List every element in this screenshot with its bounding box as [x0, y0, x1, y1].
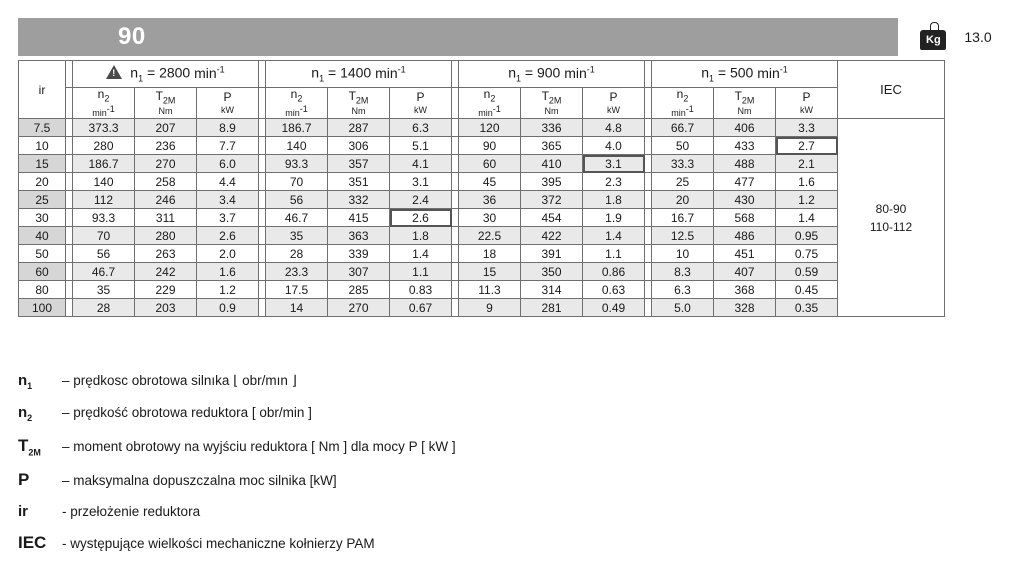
legend-symbol: ir [18, 503, 29, 521]
cell-20-g2-c1: 70 [266, 173, 328, 191]
cell-60-g2-c1: 23.3 [266, 263, 328, 281]
cell-25-g2-c2: 332 [328, 191, 390, 209]
column-separator [645, 299, 652, 317]
legend-item-6 [18, 533, 918, 553]
table-row [19, 155, 945, 173]
cell-80-g4-c3: 0.45 [776, 281, 838, 299]
column-separator [66, 155, 73, 173]
ir-value: 25 [19, 191, 66, 209]
cell-50-g3-c2: 391 [521, 245, 583, 263]
ir-value: 7.5 [19, 119, 66, 137]
cell-15-g1-c1: 186.7 [73, 155, 135, 173]
cell-60-g1-c2: 242 [135, 263, 197, 281]
col-header-3-2: $T_{2M}$ Nm [521, 88, 583, 119]
cell-80-g3-c3: 0.63 [583, 281, 645, 299]
column-separator [452, 88, 459, 119]
column-separator [645, 281, 652, 299]
cell-25-g3-c2: 372 [521, 191, 583, 209]
legend-item-5 [18, 503, 918, 520]
group-header-4: $n_1 = 500$ $\min^{-1}$ [652, 61, 838, 88]
cell-60-g2-c3: 1.1 [390, 263, 452, 281]
cell-60-g3-c3: 0.86 [583, 263, 645, 281]
weight-value: 13.0 [964, 29, 992, 45]
cell-40-g1-c2: 280 [135, 227, 197, 245]
legend-block [18, 372, 918, 566]
cell-15-g2-c3: 4.1 [390, 155, 452, 173]
cell-40-g2-c1: 35 [266, 227, 328, 245]
legend-item-2 [18, 404, 918, 423]
column-separator [259, 173, 266, 191]
cell-15-g4-c2: 488 [714, 155, 776, 173]
cell-7.5-g4-c2: 406 [714, 119, 776, 137]
legend-description: – prędkosc obrotowa silnıka ⌊ obr/mın ⌋ [62, 373, 297, 388]
cell-30-g2-c3: 2.6 [390, 209, 452, 227]
cell-7.5-g1-c1: 373.3 [73, 119, 135, 137]
cell-40-g2-c2: 363 [328, 227, 390, 245]
cell-10-g1-c2: 236 [135, 137, 197, 155]
cell-40-g4-c1: 12.5 [652, 227, 714, 245]
ir-value: 40 [19, 227, 66, 245]
size-title-bar [18, 18, 898, 56]
legend-description: – maksymalna dopuszczalna moc silnika [kW] [62, 473, 337, 489]
cell-20-g2-c2: 351 [328, 173, 390, 191]
header-row [18, 18, 1014, 56]
cell-40-g4-c2: 486 [714, 227, 776, 245]
column-separator [452, 173, 459, 191]
cell-20-g1-c3: 4.4 [197, 173, 259, 191]
table-row [19, 263, 945, 281]
cell-40-g3-c1: 22.5 [459, 227, 521, 245]
col-header-4-1: $n_2$ min-1 [652, 88, 714, 119]
cell-10-g1-c3: 7.7 [197, 137, 259, 155]
table-row [19, 281, 945, 299]
column-separator [452, 119, 459, 137]
group-header-row [19, 61, 945, 88]
cell-50-g4-c2: 451 [714, 245, 776, 263]
column-separator [259, 299, 266, 317]
table-row [19, 209, 945, 227]
col-header-2-2: $T_{2M}$ Nm [328, 88, 390, 119]
cell-40-g3-c3: 1.4 [583, 227, 645, 245]
column-separator [259, 191, 266, 209]
cell-10-g3-c3: 4.0 [583, 137, 645, 155]
cell-50-g3-c1: 18 [459, 245, 521, 263]
cell-40-g4-c3: 0.95 [776, 227, 838, 245]
cell-10-g3-c2: 365 [521, 137, 583, 155]
cell-7.5-g2-c2: 287 [328, 119, 390, 137]
column-separator [452, 61, 459, 88]
cell-40-g1-c1: 70 [73, 227, 135, 245]
cell-7.5-g1-c2: 207 [135, 119, 197, 137]
gearbox-spec-table [18, 60, 945, 317]
column-separator [452, 245, 459, 263]
cell-50-g2-c2: 339 [328, 245, 390, 263]
cell-60-g1-c3: 1.6 [197, 263, 259, 281]
column-separator [66, 88, 73, 119]
cell-7.5-g3-c3: 4.8 [583, 119, 645, 137]
column-separator [259, 137, 266, 155]
column-separator [259, 88, 266, 119]
cell-7.5-g4-c1: 66.7 [652, 119, 714, 137]
cell-7.5-g3-c1: 120 [459, 119, 521, 137]
column-separator [66, 119, 73, 137]
cell-15-g1-c3: 6.0 [197, 155, 259, 173]
cell-50-g1-c2: 263 [135, 245, 197, 263]
column-separator [452, 281, 459, 299]
cell-100-g2-c1: 14 [266, 299, 328, 317]
weight-kg-icon [920, 22, 946, 52]
column-separator [645, 119, 652, 137]
column-separator [259, 245, 266, 263]
cell-10-g2-c3: 5.1 [390, 137, 452, 155]
col-header-2-3: P kW [390, 88, 452, 119]
cell-100-g4-c2: 328 [714, 299, 776, 317]
cell-80-g1-c3: 1.2 [197, 281, 259, 299]
cell-10-g4-c1: 50 [652, 137, 714, 155]
cell-60-g4-c1: 8.3 [652, 263, 714, 281]
col-header-2-1: $n_2$ min-1 [266, 88, 328, 119]
cell-60-g3-c2: 350 [521, 263, 583, 281]
cell-25-g4-c2: 430 [714, 191, 776, 209]
cell-15-g3-c3: 3.1 [583, 155, 645, 173]
cell-30-g4-c1: 16.7 [652, 209, 714, 227]
column-separator [452, 137, 459, 155]
cell-20-g3-c3: 2.3 [583, 173, 645, 191]
cell-100-g2-c2: 270 [328, 299, 390, 317]
legend-item-1 [18, 372, 918, 391]
ir-header: ir [19, 61, 66, 119]
cell-100-g1-c2: 203 [135, 299, 197, 317]
cell-20-g2-c3: 3.1 [390, 173, 452, 191]
cell-25-g4-c1: 20 [652, 191, 714, 209]
ir-value: 100 [19, 299, 66, 317]
column-separator [66, 245, 73, 263]
column-separator [645, 245, 652, 263]
column-separator [259, 209, 266, 227]
table-row [19, 245, 945, 263]
cell-25-g4-c3: 1.2 [776, 191, 838, 209]
cell-25-g2-c3: 2.4 [390, 191, 452, 209]
cell-30-g3-c2: 454 [521, 209, 583, 227]
iec-header: IEC [838, 61, 945, 119]
cell-15-g1-c2: 270 [135, 155, 197, 173]
table-row [19, 227, 945, 245]
cell-30-g4-c2: 568 [714, 209, 776, 227]
cell-60-g2-c2: 307 [328, 263, 390, 281]
cell-60-g1-c1: 46.7 [73, 263, 135, 281]
cell-80-g4-c1: 6.3 [652, 281, 714, 299]
cell-15-g2-c1: 93.3 [266, 155, 328, 173]
column-separator [452, 155, 459, 173]
col-header-3-3: P kW [583, 88, 645, 119]
cell-80-g3-c1: 11.3 [459, 281, 521, 299]
column-separator [645, 61, 652, 88]
weight-kg-icon-label: Kg [920, 30, 946, 50]
ir-value: 15 [19, 155, 66, 173]
column-separator [66, 191, 73, 209]
column-separator [645, 209, 652, 227]
column-separator [452, 209, 459, 227]
cell-10-g1-c1: 280 [73, 137, 135, 155]
legend-description: – moment obrotowy na wyjściu reduktora [ Nm ] dla mocy P [ kW ] [62, 439, 456, 454]
cell-100-g2-c3: 0.67 [390, 299, 452, 317]
cell-30-g1-c1: 93.3 [73, 209, 135, 227]
column-separator [66, 173, 73, 191]
table-row [19, 191, 945, 209]
legend-symbol: P [18, 470, 30, 490]
col-header-3-1: $n_2$ min-1 [459, 88, 521, 119]
cell-80-g1-c2: 229 [135, 281, 197, 299]
column-separator [259, 155, 266, 173]
cell-60-g4-c3: 0.59 [776, 263, 838, 281]
cell-15-g3-c1: 60 [459, 155, 521, 173]
cell-25-g1-c2: 246 [135, 191, 197, 209]
column-separator [259, 227, 266, 245]
weight-box [898, 18, 1014, 56]
column-separator [452, 227, 459, 245]
table-row [19, 137, 945, 155]
column-separator [66, 227, 73, 245]
cell-25-g3-c1: 36 [459, 191, 521, 209]
legend-symbol: $n_2$ [18, 404, 33, 423]
cell-50-g1-c1: 56 [73, 245, 135, 263]
legend-symbol: $n_1$ [18, 372, 33, 391]
cell-30-g3-c3: 1.9 [583, 209, 645, 227]
cell-30-g4-c3: 1.4 [776, 209, 838, 227]
cell-20-g3-c1: 45 [459, 173, 521, 191]
group-header-3: $n_1 = 900$ $\min^{-1}$ [459, 61, 645, 88]
column-header-row [19, 88, 945, 119]
legend-symbol: IEC [18, 533, 47, 553]
cell-25-g1-c3: 3.4 [197, 191, 259, 209]
legend-description: – prędkość obrotowa reduktora [ obr/min ] [62, 405, 312, 420]
cell-80-g3-c2: 314 [521, 281, 583, 299]
column-separator [645, 191, 652, 209]
cell-25-g2-c1: 56 [266, 191, 328, 209]
cell-60-g3-c1: 15 [459, 263, 521, 281]
cell-80-g1-c1: 35 [73, 281, 135, 299]
page-title: 90 [118, 23, 146, 50]
ir-value: 10 [19, 137, 66, 155]
column-separator [452, 263, 459, 281]
cell-50-g2-c3: 1.4 [390, 245, 452, 263]
cell-50-g2-c1: 28 [266, 245, 328, 263]
cell-10-g4-c2: 433 [714, 137, 776, 155]
column-separator [66, 263, 73, 281]
column-separator [645, 137, 652, 155]
column-separator [645, 263, 652, 281]
column-separator [645, 155, 652, 173]
cell-80-g2-c1: 17.5 [266, 281, 328, 299]
column-separator [66, 299, 73, 317]
cell-25-g1-c1: 112 [73, 191, 135, 209]
cell-10-g2-c2: 306 [328, 137, 390, 155]
legend-item-3 [18, 436, 918, 457]
col-header-4-3: P kW [776, 88, 838, 119]
table-row [19, 299, 945, 317]
cell-100-g1-c1: 28 [73, 299, 135, 317]
cell-30-g1-c3: 3.7 [197, 209, 259, 227]
column-separator [259, 61, 266, 88]
column-separator [645, 88, 652, 119]
legend-symbol: $T_{2M}$ [18, 436, 41, 458]
legend-description: - przełożenie reduktora [62, 504, 201, 520]
cell-15-g2-c2: 357 [328, 155, 390, 173]
cell-100-g3-c1: 9 [459, 299, 521, 317]
cell-10-g2-c1: 140 [266, 137, 328, 155]
cell-80-g2-c2: 285 [328, 281, 390, 299]
iec-value: 80-90 [875, 201, 907, 216]
column-separator [452, 299, 459, 317]
cell-20-g1-c2: 258 [135, 173, 197, 191]
cell-50-g1-c3: 2.0 [197, 245, 259, 263]
column-separator [259, 263, 266, 281]
group-header-2: $n_1 = 1400$ $\min^{-1}$ [266, 61, 452, 88]
cell-100-g3-c2: 281 [521, 299, 583, 317]
ir-value: 30 [19, 209, 66, 227]
ir-value: 80 [19, 281, 66, 299]
column-separator [66, 61, 73, 88]
cell-40-g2-c3: 1.8 [390, 227, 452, 245]
cell-20-g4-c2: 477 [714, 173, 776, 191]
col-header-1-2: $T_{2M}$ Nm [135, 88, 197, 119]
group-header-1: $!n_1 = 2800$ $\min^{-1}$ [73, 61, 259, 88]
cell-15-g4-c1: 33.3 [652, 155, 714, 173]
cell-7.5-g2-c1: 186.7 [266, 119, 328, 137]
col-header-1-1: $n_2$ min-1 [73, 88, 135, 119]
cell-60-g4-c2: 407 [714, 263, 776, 281]
column-separator [259, 281, 266, 299]
cell-10-g3-c1: 90 [459, 137, 521, 155]
col-header-4-2: $T_{2M}$ Nm [714, 88, 776, 119]
cell-100-g4-c1: 5.0 [652, 299, 714, 317]
cell-30-g3-c1: 30 [459, 209, 521, 227]
column-separator [645, 173, 652, 191]
cell-7.5-g1-c3: 8.9 [197, 119, 259, 137]
table-row [19, 119, 945, 137]
column-separator [66, 281, 73, 299]
cell-15-g4-c3: 2.1 [776, 155, 838, 173]
column-separator [645, 227, 652, 245]
cell-100-g3-c3: 0.49 [583, 299, 645, 317]
cell-30-g2-c1: 46.7 [266, 209, 328, 227]
cell-100-g1-c3: 0.9 [197, 299, 259, 317]
col-header-1-3: P kW [197, 88, 259, 119]
iec-value: 110-112 [869, 219, 913, 234]
column-separator [66, 209, 73, 227]
cell-50-g4-c3: 0.75 [776, 245, 838, 263]
legend-item-4 [18, 470, 918, 490]
cell-50-g3-c3: 1.1 [583, 245, 645, 263]
cell-7.5-g3-c2: 336 [521, 119, 583, 137]
column-separator [66, 137, 73, 155]
cell-20-g1-c1: 140 [73, 173, 135, 191]
ir-value: 50 [19, 245, 66, 263]
cell-40-g3-c2: 422 [521, 227, 583, 245]
cell-40-g1-c3: 2.6 [197, 227, 259, 245]
column-separator [452, 191, 459, 209]
cell-10-g4-c3: 2.7 [776, 137, 838, 155]
cell-25-g3-c3: 1.8 [583, 191, 645, 209]
ir-value: 20 [19, 173, 66, 191]
cell-80-g2-c3: 0.83 [390, 281, 452, 299]
ir-value: 60 [19, 263, 66, 281]
cell-100-g4-c3: 0.35 [776, 299, 838, 317]
cell-7.5-g4-c3: 3.3 [776, 119, 838, 137]
cell-50-g4-c1: 10 [652, 245, 714, 263]
cell-20-g4-c1: 25 [652, 173, 714, 191]
cell-15-g3-c2: 410 [521, 155, 583, 173]
cell-7.5-g2-c3: 6.3 [390, 119, 452, 137]
cell-20-g4-c3: 1.6 [776, 173, 838, 191]
table-row [19, 173, 945, 191]
column-separator [259, 119, 266, 137]
cell-30-g1-c2: 311 [135, 209, 197, 227]
cell-80-g4-c2: 368 [714, 281, 776, 299]
legend-description: - występujące wielkości mechaniczne kołnierzy PAM [62, 536, 375, 552]
cell-30-g2-c2: 415 [328, 209, 390, 227]
cell-20-g3-c2: 395 [521, 173, 583, 191]
iec-values [838, 119, 945, 317]
warning-icon [106, 65, 122, 82]
